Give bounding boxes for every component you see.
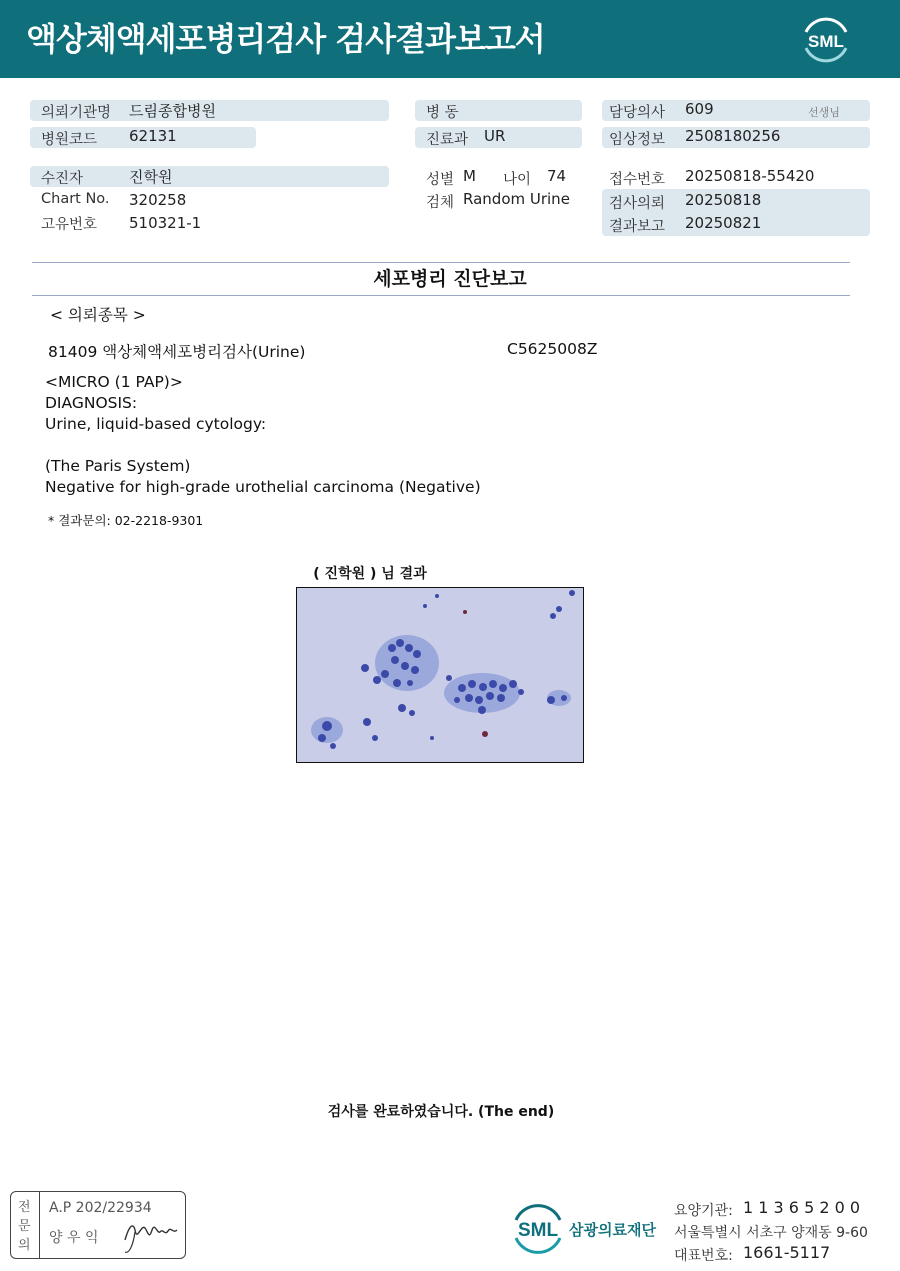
test-code: C5625008Z	[507, 340, 598, 358]
report-line: DIAGNOSIS:	[45, 394, 138, 412]
dept-label: 진료과	[426, 132, 469, 148]
svg-text:SML: SML	[808, 32, 844, 51]
hospital-code-label: 병원코드	[41, 132, 98, 148]
section-title: 세포병리 진단보고	[373, 268, 527, 290]
age-label: 나이	[503, 172, 532, 188]
signature	[121, 1212, 183, 1260]
stamp-name: 양 우 익	[49, 1230, 99, 1246]
clinical-label: 임상정보	[609, 132, 666, 148]
dept-value: UR	[484, 127, 506, 145]
chart-value: 320258	[129, 191, 187, 209]
test-name: 81409 액상체액세포병리검사(Urine)	[48, 343, 306, 361]
footer-phone-label: 대표번호:	[674, 1248, 733, 1264]
footer-code-value: 1 1 3 6 5 2 0 0	[743, 1198, 861, 1217]
age-value: 74	[547, 167, 567, 185]
footer-logo	[510, 1200, 566, 1260]
sex-label: 성별	[426, 172, 455, 188]
specimen-label: 검체	[426, 195, 455, 211]
footer-code-label: 요양기관:	[674, 1203, 733, 1219]
section-bottom-rule	[32, 295, 850, 296]
patient-row-bg	[30, 166, 389, 187]
chart-label: Chart No.	[41, 191, 110, 207]
footer-phone-value: 1661-5117	[743, 1243, 831, 1262]
sml-logo	[800, 14, 852, 66]
patient-label: 수진자	[41, 171, 84, 187]
stamp-side-char: 전	[18, 1200, 31, 1215]
report-title: 액상체액세포병리검사 검사결과보고서	[26, 20, 545, 58]
doctor-suffix: 선생님	[808, 106, 840, 119]
request-label: 검사의뢰	[609, 196, 666, 212]
patient-value: 진학원	[129, 168, 173, 186]
stamp-side	[11, 1192, 40, 1258]
institution-label: 의뢰기관명	[41, 105, 112, 121]
institution-value: 드림종합병원	[129, 102, 216, 120]
report-line: <MICRO (1 PAP)>	[45, 373, 183, 391]
cytology-micrograph	[297, 588, 583, 762]
specialist-stamp	[10, 1191, 186, 1259]
stamp-code: A.P 202/22934	[49, 1200, 152, 1216]
specimen-value: Random Urine	[463, 190, 570, 208]
sex-value: M	[463, 167, 476, 185]
unique-label: 고유번호	[41, 217, 98, 233]
doctor-value: 609	[685, 100, 714, 118]
clinical-value: 2508180256	[685, 127, 781, 145]
receipt-label: 접수번호	[609, 172, 666, 188]
image-caption: ( 진학원 ) 님 결과	[313, 566, 427, 582]
unique-value: 510321-1	[129, 214, 202, 232]
request-items-label: < 의뢰종목 >	[50, 306, 146, 324]
request-value: 20250818	[685, 191, 762, 209]
cytology-image	[296, 587, 584, 763]
report-date-value: 20250821	[685, 214, 762, 232]
ward-label: 병 동	[426, 105, 459, 121]
svg-text:SML: SML	[517, 1220, 559, 1241]
stamp-side-char: 의	[18, 1238, 31, 1253]
report-line: Negative for high-grade urothelial carcinoma (Negative)	[45, 478, 481, 496]
report-line: Urine, liquid-based cytology:	[45, 415, 267, 433]
footer-address: 서울특별시 서초구 양재동 9-60	[674, 1225, 868, 1241]
end-text: 검사를 완료하였습니다. (The end)	[327, 1104, 555, 1120]
hospital-code-value: 62131	[129, 127, 177, 145]
doctor-label: 담당의사	[609, 105, 666, 121]
contact-line: * 결과문의: 02-2218-9301	[48, 513, 204, 528]
stamp-side-char: 문	[18, 1219, 31, 1234]
report-date-label: 결과보고	[609, 219, 666, 235]
report-line: (The Paris System)	[45, 457, 191, 475]
receipt-value: 20250818-55420	[685, 167, 815, 185]
footer-org-name: 삼광의료재단	[569, 1221, 656, 1239]
section-top-rule	[32, 262, 850, 263]
